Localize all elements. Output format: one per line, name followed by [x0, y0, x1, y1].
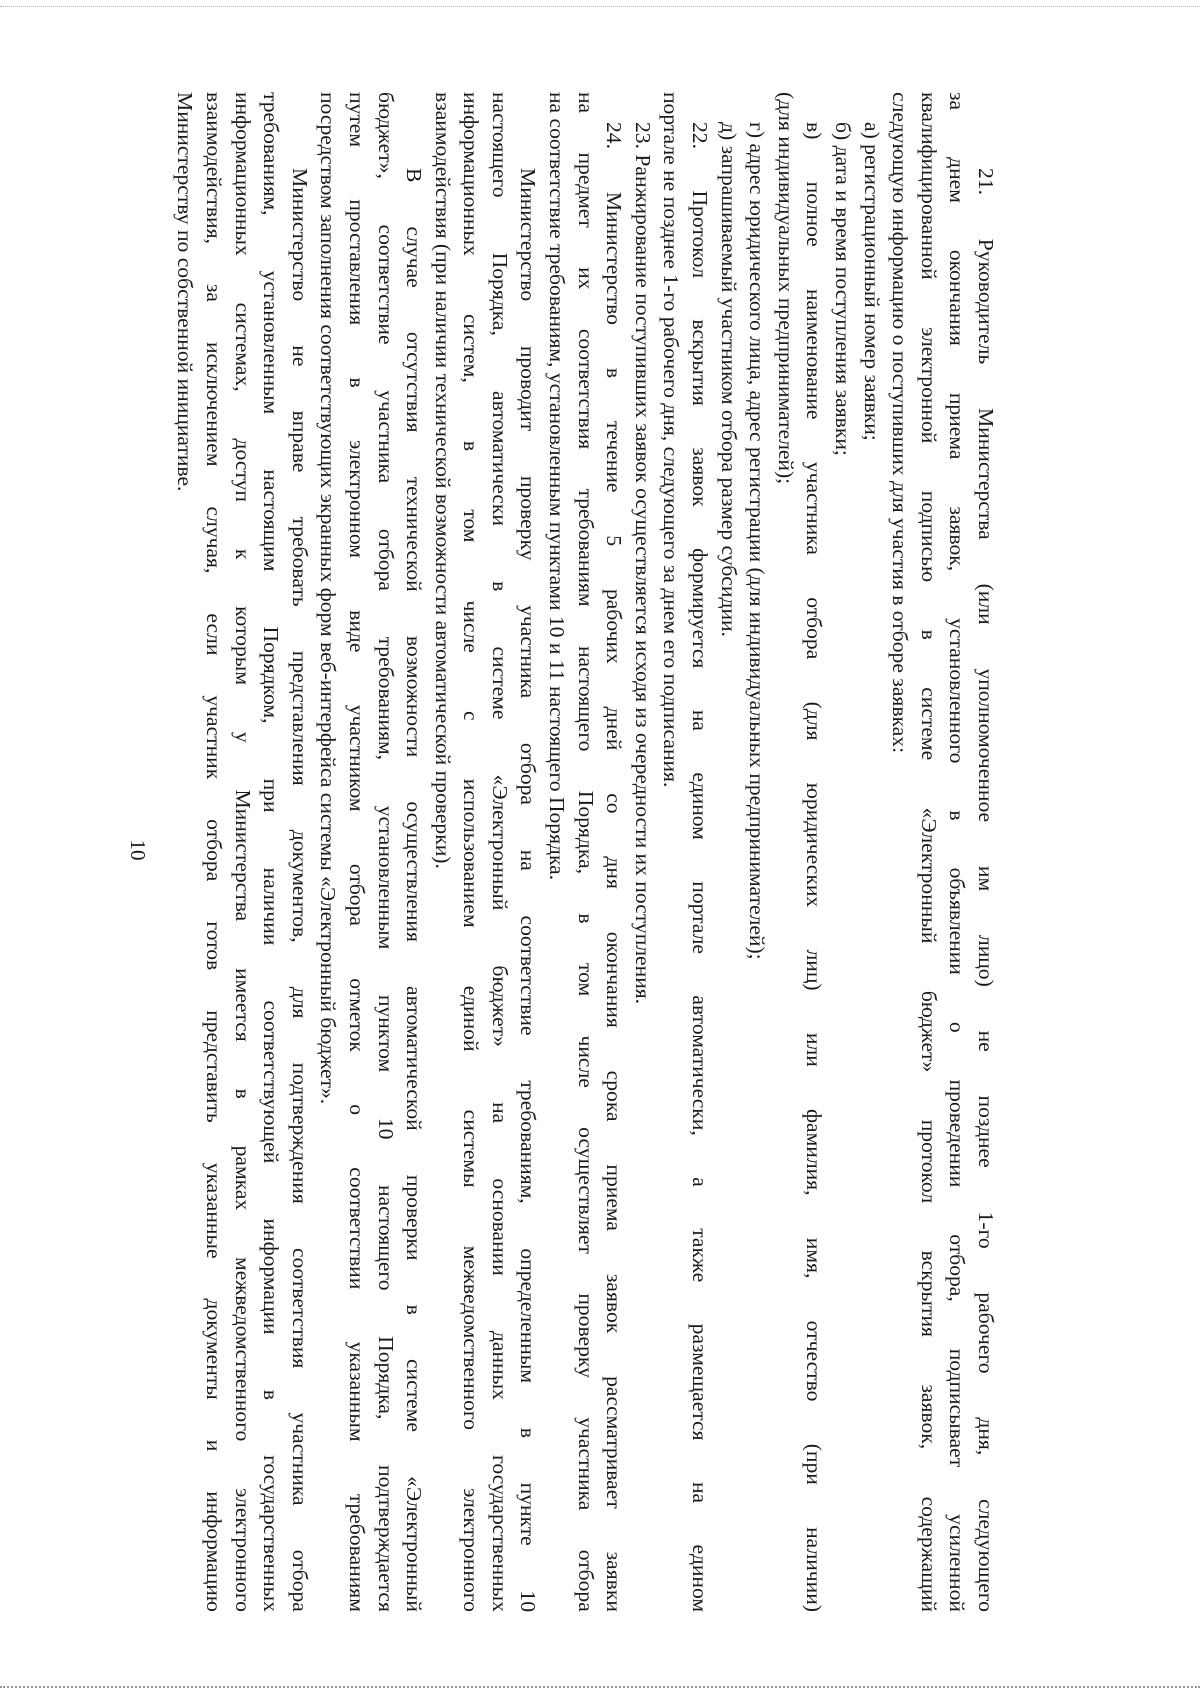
text-line: (для индивидуальных предпринимателей); — [773, 92, 798, 485]
text-line: 22. Протокол вскрытия заявок формируется на едином портале автоматически, а также размещается на едином — [688, 122, 713, 1612]
text-line: 24. Министерство в течение 5 рабочих дней со дня окончания срока приема заявок рассматривает заявки — [602, 122, 627, 1612]
text-line: д) запрашиваемый участником отбора размер субсидии. — [716, 122, 741, 637]
text-line: настоящего Порядка, автоматически в системе «Электронный бюджет» на основании данных государственных — [487, 92, 512, 1612]
text-line: взаимодействия, за исключением случая, если участник отбора готов представить указанные документы и информацию — [201, 92, 226, 1612]
text-line: Министерство не вправе требовать представления документов, для подтверждения соответствия участника отбора — [287, 168, 312, 1612]
text-line: путем проставления в электронном виде участником отбора отметок о соответствии указанным требованиям — [344, 92, 369, 1612]
text-line: следующую информацию о поступивших для участия в отборе заявках: — [888, 92, 913, 754]
text-line: портале не позднее 1-го рабочего дня, следующего за днем его подписания. — [659, 92, 684, 788]
text-line: за днем окончания приема заявок, установленного в объявлении о проведении отбора, подписывает усиленной — [945, 92, 970, 1612]
text-line: г) адрес юридического лица, адрес регистрации (для индивидуальных предпринимателей); — [745, 122, 770, 960]
text-line: 21. Руководитель Министерства (или уполномоченное им лицо) не позднее 1-го рабочего дня, следующего — [974, 168, 998, 1612]
text-line: а) регистрационный номер заявки; — [859, 122, 884, 441]
text-line: взаимодействия (при наличии технической возможности автоматической проверки). — [430, 92, 455, 869]
text-line: посредством заполнения соответствующих экранных форм веб-интерфейса системы «Электронный бюджет». — [316, 92, 341, 1105]
text-line: б) дата и время поступления заявки; — [831, 122, 856, 456]
text-line: бюджет», соответствие участника отбора требованиям, установленным пунктом 10 настоящего Порядка, подтверждается — [373, 92, 398, 1612]
text-line: Министерство проводит проверку участника отбора на соответствие требованиям, определенным в пункте 10 — [516, 168, 541, 1612]
text-line: в) полное наименование участника отбора (для юридических лиц) или фамилия, имя, отчество (при наличии) — [802, 122, 827, 1612]
text-line: требованиям, установленным настоящим Порядком, при наличии соответствующей информации в государственных — [259, 92, 284, 1612]
text-line: Министерству по собственной инициативе. — [173, 92, 198, 492]
text-line: на соответствие требованиям, установленным пунктами 10 и 11 настоящего Порядка. — [545, 92, 570, 881]
page-number: 10 — [126, 839, 150, 861]
text-line: квалифицированной электронной подписью в системе «Электронный бюджет» протокол вскрытия заявок, содержащий — [916, 92, 941, 1612]
text-line: информационных системах, доступ к которым у Министерства имеется в рамках межведомственного электронного — [230, 92, 255, 1612]
scan-edge-top — [0, 6, 1200, 7]
text-line: 23. Ранжирование поступивших заявок осуществляется исходя из очередности их поступления. — [630, 122, 655, 1005]
text-line: В случае отсутствия технической возможности осуществления автоматической проверки в системе «Электронный — [402, 168, 427, 1612]
document-body — [171, 92, 1000, 1612]
scan-edge-bottom — [0, 1686, 1200, 1688]
text-line: на предмет их соответствия требованиям настоящего Порядка, в том числе осуществляет проверку участника отбора — [573, 92, 598, 1612]
text-line: информационных систем, в том числе с использованием единой системы межведомственного электронного — [459, 92, 484, 1612]
